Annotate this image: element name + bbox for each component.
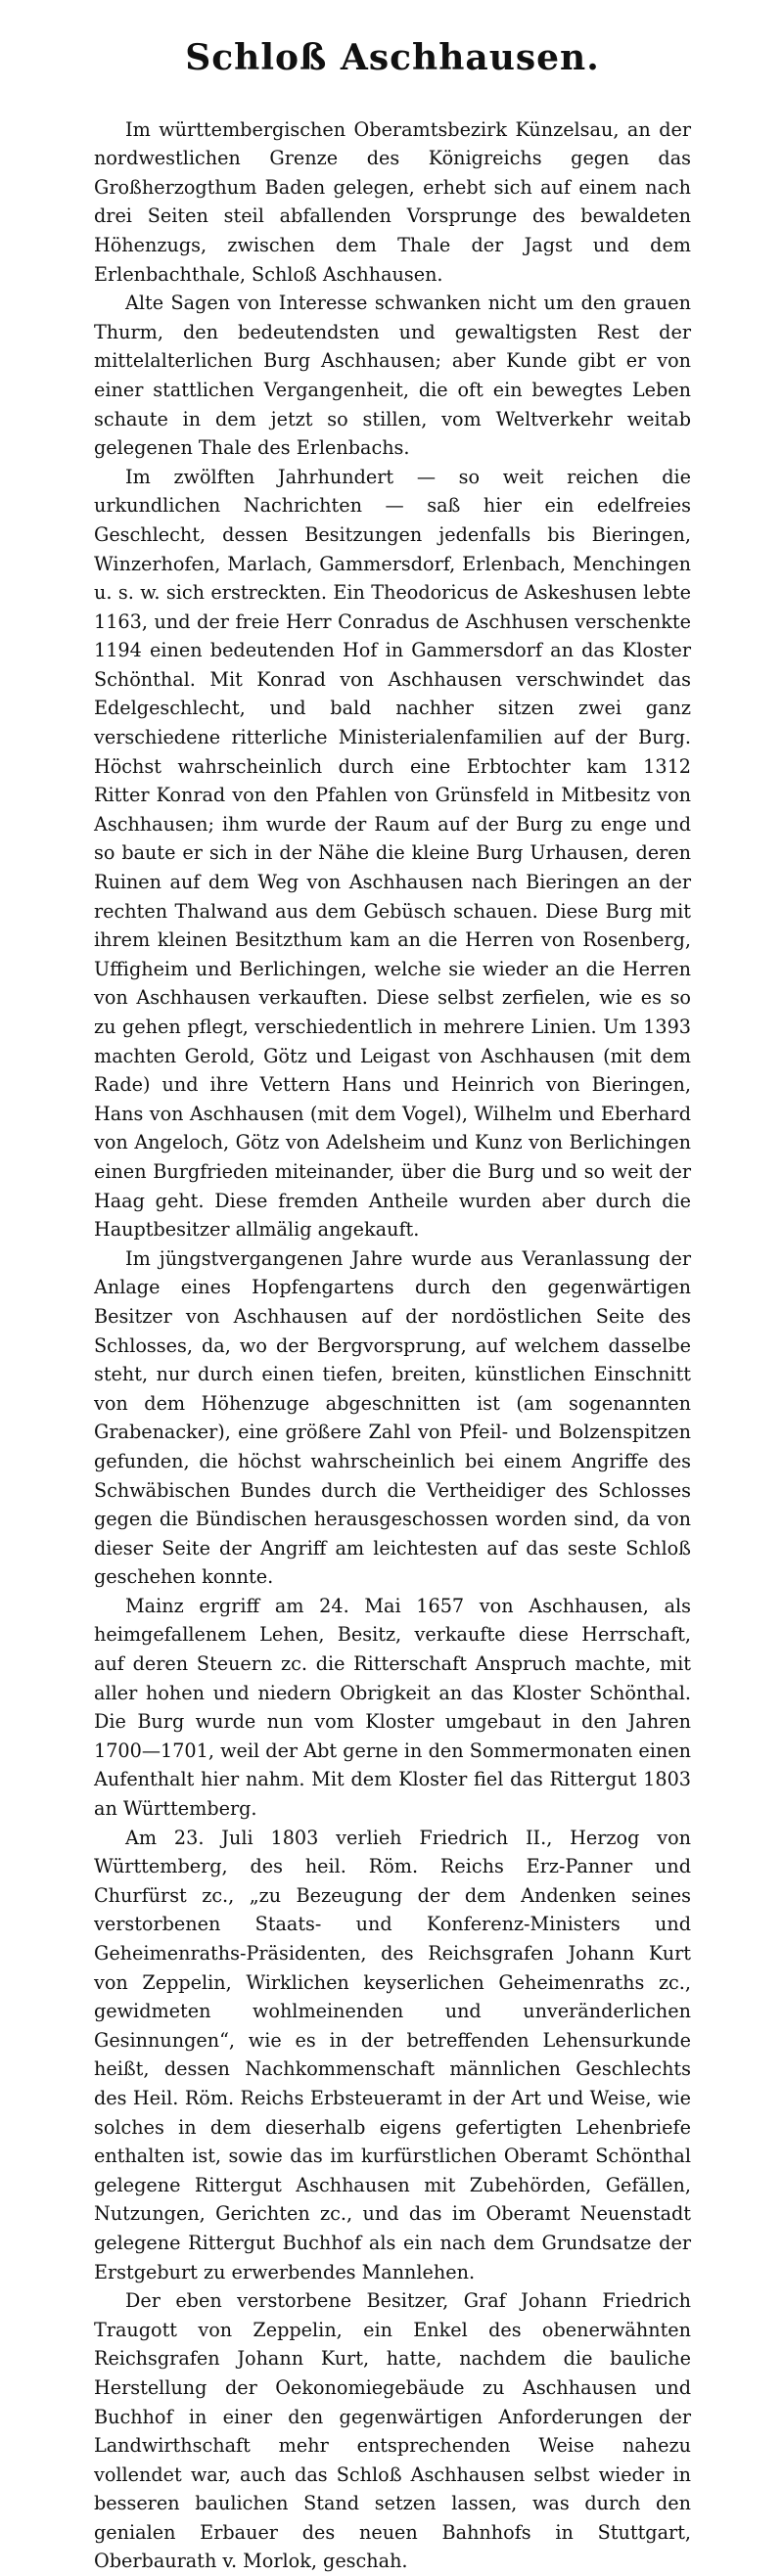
article-title: Schloß Aschhausen. (185, 37, 600, 78)
paragraph-6: Am 23. Juli 1803 verlieh Friedrich II., Herzog von Württemberg, des heil. Röm. Reichs Erz-Panner und Churfürst zc., „zu Bezeugung der dem Andenken seines verstorbenen Staats- und Konferenz-Ministers und Geheimenraths-Präsidenten, des Reichsgrafen Johann Kurt von Zeppelin, Wirklichen keyserlichen Geheimenraths zc., gewidmeten wohlmeinenden und unveränderlichen Gesinnungen“, wie es in der betreffenden Lehensurkunde heißt, dessen Nachkommenschaft männlichen Geschlechts des Heil. Röm. Reichs Erbsteueramt in der Art und Weise, wie solches in dem dieserhalb eigens gefertigten Lehenbriefe enthalten ist, sowie das im kurfürstlichen Oberamt Schönthal gelegene Rittergut Aschhausen mit Zubehörden, Gefällen, Nutzungen, Gerichten zc., und das im Oberamt Neuenstadt gelegene Rittergut Buchhof als ein nach dem Grundsatze der Erstgeburt zu erwerbendes Mannlehen. (94, 1826, 691, 2283)
paragraph-7: Der eben verstorbene Besitzer, Graf Johann Friedrich Traugott von Zeppelin, ein Enkel des obenerwähnten Reichsgrafen Johann Kurt, hatte, nachdem die bauliche Herstellung der Oekonomiegebäude zu Aschhausen und Buchhof in einer den gegenwärtigen Anforderungen der Landwirthschaft mehr entsprechenden Weise nahezu vollendet war, auch das Schloß Aschhausen selbst wieder in besseren baulichen Stand setzen lassen, was durch den genialen Erbauer des neuen Bahnhofs in Stuttgart, Oberbaurath v. Morlok, geschah. (94, 2289, 691, 2573)
article (94, 39, 691, 2576)
paragraph-4: Im jüngstvergangenen Jahre wurde aus Veranlassung der Anlage eines Hopfengartens durch den gegenwärtigen Besitzer von Aschhausen auf der nordöstlichen Seite des Schlosses, da, wo der Bergvorsprung, auf welchem dasselbe steht, nur durch einen tiefen, breiten, künstlichen Einschnitt von dem Höhenzuge abgeschnitten ist (am sogenannten Grabenacker), eine größere Zahl von Pfeil- und Bolzenspitzen gefunden, die höchst wahrscheinlich bei einem Angriffe des Schwäbischen Bundes durch die Vertheidiger des Schlosses gegen die Bündischen herausgeschossen worden sind, da von dieser Seite der Angriff am leichtesten auf das seste Schloß geschehen konnte. (94, 1246, 691, 1589)
paragraph-5: Mainz ergriff am 24. Mai 1657 von Aschhausen, als heimgefallenem Lehen, Besitz, verkaufte diese Herrschaft, auf deren Steuern zc. die Ritterschaft Anspruch machte, mit aller hohen und niedern Obrigkeit an das Kloster Schönthal. Die Burg wurde nun vom Kloster umgebaut in den Jahren 1700—1701, weil der Abt gerne in den Sommermonaten einen Aufenthalt hier nahm. Mit dem Kloster fiel das Rittergut 1803 an Württemberg. (94, 1594, 691, 1821)
paragraph-3: Im zwölften Jahrhundert — so weit reichen die urkundlichen Nachrichten — saß hier ein edelfreies Geschlecht, dessen Besitzungen jedenfalls bis Bieringen, Winzerhofen, Marlach, Gammersdorf, Erlenbach, Menchingen u. s. w. sich erstreckten. Ein Theodoricus de Askeshusen lebte 1163, und der freie Herr Conradus de Aschhusen verschenkte 1194 einen bedeutenden Hof in Gammersdorf an das Kloster Schönthal. Mit Konrad von Aschhausen verschwindet das Edelgeschlecht, und bald nachher sitzen zwei ganz verschiedene ritterliche Ministerialenfamilien auf der Burg. Höchst wahrscheinlich durch eine Erbtochter kam 1312 Ritter Konrad von den Pfahlen von Grünsfeld in Mitbesitz von Aschhausen; ihm wurde der Raum auf der Burg zu enge und so baute er sich in der Nähe die kleine Burg Urhausen, deren Ruinen auf dem Weg von Aschhausen nach Bieringen an der rechten Thalwand aus dem Gebüsch schauen. Diese Burg mit ihrem kleinen Besitzthum kam an die Herren von Rosenberg, Uffigheim und Berlichingen, welche sie wieder an die Herren von Aschhausen verkauften. Diese selbst zerfielen, wie es so zu gehen pflegt, verschiedentlich in mehrere Linien. Um 1393 machten Gerold, Götz und Leigast von Aschhausen (mit dem Rade) und ihre Vettern Hans und Heinrich von Bieringen, Hans von Aschhausen (mit dem Vogel), Wilhelm und Eberhard von Angeloch, Götz von Adelsheim und Kunz von Berlichingen einen Burgfrieden miteinander, über die Burg und so weit der Haag geht. Diese fremden Antheile wurden aber durch die Hauptbesitzer allmälig angekauft. (94, 465, 691, 1242)
paragraph-2: Alte Sagen von Interesse schwanken nicht um den grauen Thurm, den bedeutendsten und gewaltigsten Rest der mittelalterlichen Burg Aschhausen; aber Kunde gibt er von einer stattlichen Vergangenheit, die oft ein bewegtes Leben schaute in dem jetzt so stillen, vom Weltverkehr weitab gelegenen Thale des Erlenbachs. (94, 292, 691, 460)
paragraph-1: Im württembergischen Oberamtsbezirk Künzelsau, an der nordwestlichen Grenze des Königreichs gegen das Großherzogthum Baden gelegen, erhebt sich auf einem nach drei Seiten steil abfallenden Vorsprunge des bewaldeten Höhenzugs, zwischen dem Thale der Jagst und dem Erlenbachthale, Schloß Aschhausen. (94, 117, 691, 286)
